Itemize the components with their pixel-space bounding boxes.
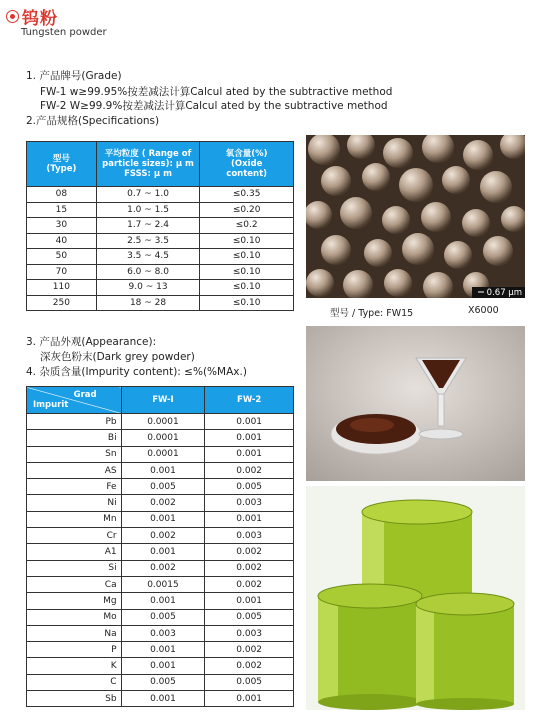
table-row (27, 528, 294, 544)
table-row: 08 0.7 ~ 1.0 ≤0.35 (27, 187, 294, 203)
impurity-element: A1 (27, 544, 122, 560)
table-row: 15 1.0 ~ 1.5 ≤0.20 (27, 202, 294, 218)
table-row (27, 414, 294, 430)
spec-table (26, 141, 294, 311)
impurity-element: Cr (27, 528, 122, 544)
table-row (27, 511, 294, 527)
circle-bullet-icon (6, 10, 19, 23)
table-row (27, 576, 294, 592)
impurity-fw2-value: 0.001 (205, 446, 294, 462)
impurity-fw1-value: 0.001 (121, 593, 205, 609)
table-row (27, 658, 294, 674)
impurity-element: Sb (27, 691, 122, 707)
impurity-fw2-value: 0.005 (205, 609, 294, 625)
sem-scale-label: 0.67 μm (486, 288, 522, 298)
impurity-fw1-value: 0.0001 (121, 414, 205, 430)
impurity-header-fw2: FW-2 (205, 387, 294, 414)
impurity-fw2-value: 0.002 (205, 576, 294, 592)
grade-line-fw2: FW-2 W≥99.9%按差减法计算Calcul ated by the subtractive method (40, 100, 388, 112)
impurity-fw1-value: 0.002 (121, 528, 205, 544)
impurity-fw1-value: 0.001 (121, 511, 205, 527)
appearance-line: 深灰色粉末(Dark grey powder) (40, 351, 195, 363)
table-row (27, 462, 294, 478)
impurity-fw1-value: 0.005 (121, 674, 205, 690)
impurity-fw2-value: 0.001 (205, 430, 294, 446)
impurity-element: Sn (27, 446, 122, 462)
impurity-fw2-value: 0.001 (205, 511, 294, 527)
impurity-fw2-value: 0.005 (205, 674, 294, 690)
sem-caption-type: 型号 / Type: FW15 (330, 308, 414, 319)
cans-photo (306, 486, 525, 710)
impurity-fw1-value: 0.0015 (121, 576, 205, 592)
table-row: 30 1.7 ~ 2.4 ≤0.2 (27, 218, 294, 234)
impurity-fw1-value: 0.001 (121, 462, 205, 478)
impurity-element: Mn (27, 511, 122, 527)
spec-heading: 2.产品规格(Specifications) (26, 115, 160, 127)
table-row (27, 560, 294, 576)
impurity-fw1-value: 0.001 (121, 544, 205, 560)
impurity-fw1-value: 0.005 (121, 479, 205, 495)
impurity-fw2-value: 0.003 (205, 495, 294, 511)
impurity-element: Fe (27, 479, 122, 495)
sem-micrograph (306, 135, 525, 298)
impurity-heading: 4. 杂质含量(Impurity content): ≤%(%MAx.) (26, 366, 247, 378)
impurity-element: Mo (27, 609, 122, 625)
impurity-fw1-value: 0.005 (121, 609, 205, 625)
impurity-fw1-value: 0.001 (121, 642, 205, 658)
impurity-fw1-value: 0.0001 (121, 430, 205, 446)
powder-photo (306, 326, 525, 481)
grade-line-fw1: FW-1 w≥99.95%按差减法计算Calcul ated by the subtractive method (40, 86, 393, 98)
impurity-element: Na (27, 625, 122, 641)
impurity-header-fw1: FW-I (121, 387, 205, 414)
impurity-fw2-value: 0.001 (205, 414, 294, 430)
table-row (27, 625, 294, 641)
sem-image-icon (306, 135, 525, 298)
table-row: 70 6.0 ~ 8.0 ≤0.10 (27, 264, 294, 280)
impurity-fw2-value: 0.002 (205, 462, 294, 478)
cans-image-icon (306, 486, 525, 710)
table-row (27, 674, 294, 690)
spec-header-oxide: 氧含量(%) (Oxide content) (200, 142, 294, 187)
impurity-element: Ni (27, 495, 122, 511)
impurity-header-corner: Grad Impurit (27, 387, 122, 414)
impurity-element: Pb (27, 414, 122, 430)
table-row (27, 544, 294, 560)
table-row (27, 430, 294, 446)
impurity-fw1-value: 0.001 (121, 691, 205, 707)
impurity-fw1-value: 0.002 (121, 560, 205, 576)
appearance-heading: 3. 产品外观(Appearance): (26, 336, 157, 348)
impurity-fw1-value: 0.0001 (121, 446, 205, 462)
impurity-fw2-value: 0.005 (205, 479, 294, 495)
table-row (27, 495, 294, 511)
impurity-fw2-value: 0.002 (205, 544, 294, 560)
impurity-fw2-value: 0.002 (205, 642, 294, 658)
impurity-element: Si (27, 560, 122, 576)
table-row: 110 9.0 ~ 13 ≤0.10 (27, 280, 294, 296)
table-row (27, 446, 294, 462)
table-row (27, 479, 294, 495)
grade-heading: 1. 产品牌号(Grade) (26, 70, 122, 82)
table-row: 250 18 ~ 28 ≤0.10 (27, 295, 294, 311)
table-row (27, 609, 294, 625)
impurity-fw2-value: 0.003 (205, 528, 294, 544)
powder-image-icon (306, 326, 525, 481)
impurity-element: C (27, 674, 122, 690)
impurity-fw2-value: 0.003 (205, 625, 294, 641)
impurity-fw1-value: 0.001 (121, 658, 205, 674)
sem-caption-magnification: X6000 (468, 305, 499, 316)
impurity-fw1-value: 0.002 (121, 495, 205, 511)
impurity-element: K (27, 658, 122, 674)
impurity-element: AS (27, 462, 122, 478)
impurity-table (26, 386, 294, 707)
table-row: 40 2.5 ~ 3.5 ≤0.10 (27, 233, 294, 249)
page-title (6, 4, 58, 29)
title-text: 钨粉 (22, 9, 58, 29)
spec-table-header (27, 142, 294, 187)
impurity-element: P (27, 642, 122, 658)
spec-header-type: 型号 (Type) (27, 142, 97, 187)
impurity-fw2-value: 0.001 (205, 691, 294, 707)
impurity-table-header (27, 387, 294, 414)
impurity-element: Bi (27, 430, 122, 446)
impurity-fw2-value: 0.002 (205, 560, 294, 576)
table-row (27, 691, 294, 707)
impurity-element: Ca (27, 576, 122, 592)
page-subtitle: Tungsten powder (21, 27, 107, 38)
impurity-fw1-value: 0.003 (121, 625, 205, 641)
impurity-fw2-value: 0.002 (205, 658, 294, 674)
table-row (27, 593, 294, 609)
table-row (27, 642, 294, 658)
spec-header-size: 平均粒度 ( Range of particle sizes): μ m FSSS: μ m (96, 142, 200, 187)
impurity-fw2-value: 0.001 (205, 593, 294, 609)
table-row: 50 3.5 ~ 4.5 ≤0.10 (27, 249, 294, 265)
impurity-element: Mg (27, 593, 122, 609)
